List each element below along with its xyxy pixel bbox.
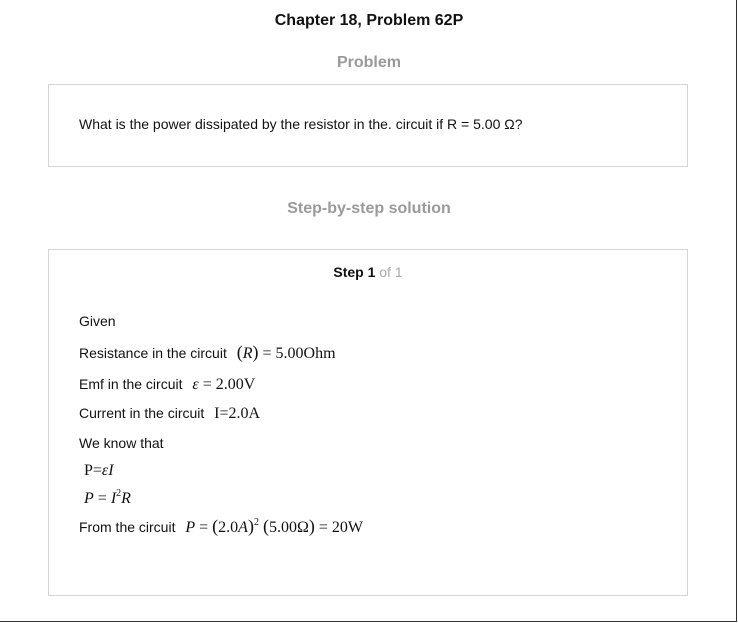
current-line [79, 405, 260, 423]
power-result-equation: $P = (2.0A)^2$ (5.00Ω) = 20W [185, 516, 363, 536]
step-number: Step 1 [333, 264, 376, 280]
problem-heading: Problem [336, 54, 401, 71]
resistance-line [79, 342, 336, 363]
power-formula-1: P=εI [84, 462, 114, 479]
step-indicator [49, 264, 687, 280]
page-title: Chapter 18, Problem 62P [274, 12, 464, 29]
current-label: Current in the circuit [79, 405, 205, 421]
emf-value: 2.00V [215, 376, 256, 393]
from-label: From the circuit [79, 519, 176, 535]
power-formula-2: $P = I^2R$ [84, 488, 131, 507]
solution-heading: Step-by-step solution [287, 200, 451, 217]
from-circuit-line [79, 516, 363, 537]
resistance-label: Resistance in the circuit [79, 345, 227, 361]
emf-equation: ε = 2.00V [192, 376, 256, 393]
resistance-value: 5.00Ohm [275, 345, 336, 362]
emf-label: Emf in the circuit [79, 376, 183, 392]
know-label: We know that [79, 435, 164, 451]
problem-box [48, 84, 688, 167]
solution-box [48, 249, 688, 596]
step-total: of 1 [379, 264, 403, 280]
current-equation: I=2.0A [214, 405, 261, 422]
given-label: Given [79, 313, 116, 329]
emf-line [79, 376, 255, 394]
resistance-equation: (R) = 5.00Ohm [236, 342, 336, 362]
result-value: 20W [331, 519, 363, 536]
problem-text: What is the power dissipated by the resistor in the. circuit if R = 5.00 Ω? [79, 116, 523, 132]
